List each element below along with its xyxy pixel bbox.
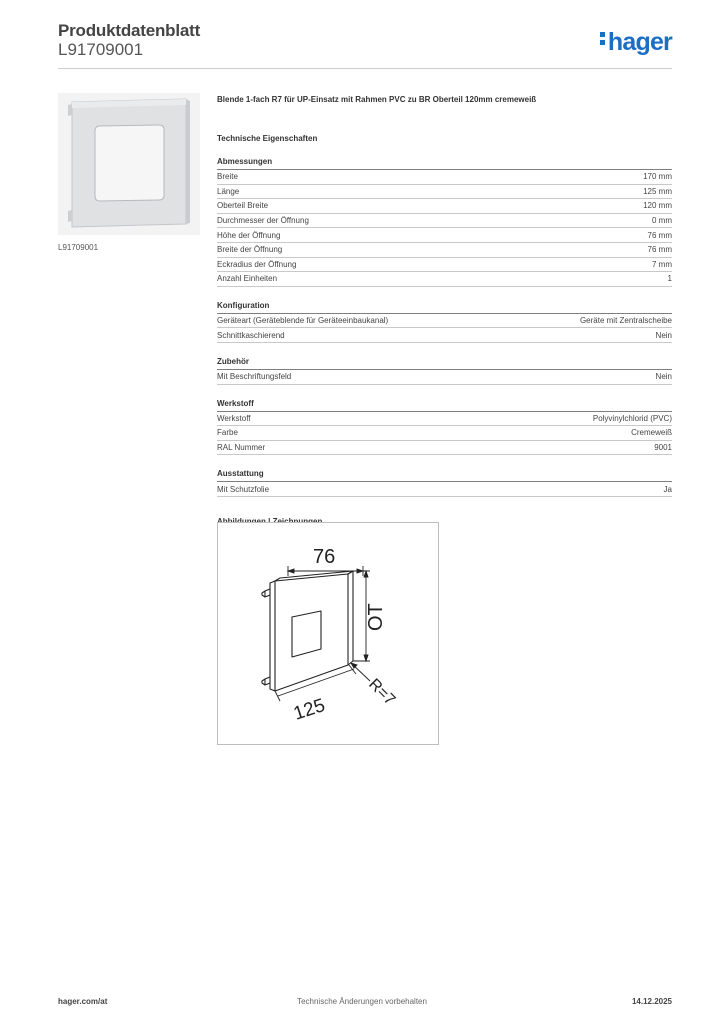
property-row	[217, 314, 672, 329]
property-value: 7 mm	[652, 259, 672, 269]
section-heading: Abmessungen	[217, 157, 672, 170]
property-value: 120 mm	[643, 201, 672, 211]
property-row	[217, 370, 672, 385]
property-value: Polyvinylchlorid (PVC)	[592, 413, 672, 423]
technical-properties-heading: Technische Eigenschaften	[217, 134, 318, 143]
product-photo	[58, 93, 200, 235]
property-label: Breite der Öffnung	[217, 245, 283, 255]
footer-notice: Technische Änderungen vorbehalten	[297, 997, 427, 1006]
product-description: Blende 1-fach R7 für UP-Einsatz mit Rahmen PVC zu BR Oberteil 120mm cremeweiß	[217, 95, 537, 104]
section-heading: Ausstattung	[217, 469, 672, 482]
property-value: 9001	[654, 443, 672, 453]
section-heading: Werkstoff	[217, 399, 672, 412]
property-row	[217, 426, 672, 441]
property-label: RAL Nummer	[217, 443, 266, 453]
property-label: Geräteart (Geräteblende für Geräteeinbaukanal)	[217, 316, 389, 326]
photo-caption: L91709001	[58, 243, 99, 252]
property-label: Höhe der Öffnung	[217, 230, 281, 240]
property-value: 0 mm	[652, 216, 672, 226]
property-row	[217, 272, 672, 287]
page-title: Produktdatenblatt	[58, 21, 201, 40]
section-heading: Zubehör	[217, 357, 672, 370]
property-label: Breite	[217, 172, 238, 182]
property-row	[217, 412, 672, 427]
dimension-bottom-label: 125	[291, 694, 328, 725]
property-row	[217, 243, 672, 258]
property-row	[217, 328, 672, 343]
property-row	[217, 228, 672, 243]
property-value: 125 mm	[643, 186, 672, 196]
dimension-side-label: OT	[365, 603, 387, 631]
property-value: Ja	[663, 484, 672, 494]
hager-logo	[600, 28, 672, 57]
property-row	[217, 199, 672, 214]
property-label: Werkstoff	[217, 413, 251, 423]
dimension-radius-label: R=7	[365, 675, 399, 709]
section-heading: Konfiguration	[217, 301, 672, 314]
property-label: Anzahl Einheiten	[217, 274, 278, 284]
section-dimensions	[217, 157, 672, 287]
property-label: Mit Beschriftungsfeld	[217, 372, 292, 382]
property-label: Schnittkaschierend	[217, 330, 285, 340]
footer-date: 14.12.2025	[631, 997, 672, 1006]
property-label: Farbe	[217, 428, 238, 438]
header-divider	[58, 68, 672, 69]
logo-dots-icon	[600, 29, 605, 48]
property-row	[217, 170, 672, 185]
property-row	[217, 258, 672, 273]
technical-drawing	[217, 522, 439, 745]
property-label: Länge	[217, 186, 240, 196]
property-value: 76 mm	[647, 230, 672, 240]
property-row	[217, 441, 672, 456]
property-row	[217, 185, 672, 200]
property-row	[217, 214, 672, 229]
dimension-top-label: 76	[313, 546, 336, 568]
article-number: L91709001	[58, 40, 144, 59]
property-label: Eckradius der Öffnung	[217, 259, 297, 269]
section-configuration	[217, 301, 672, 343]
property-value: Nein	[655, 372, 672, 382]
property-value: 170 mm	[643, 172, 672, 182]
property-value: Cremeweiß	[631, 428, 672, 438]
logo-text: hager	[607, 28, 672, 56]
property-row	[217, 482, 672, 497]
property-label: Mit Schutzfolie	[217, 484, 270, 494]
property-value: 76 mm	[647, 245, 672, 255]
property-value: 1	[667, 274, 672, 284]
footer-website: hager.com/at	[58, 997, 108, 1006]
section-accessories	[217, 357, 672, 385]
section-material	[217, 399, 672, 456]
property-value: Geräte mit Zentralscheibe	[579, 316, 672, 326]
property-value: Nein	[655, 330, 672, 340]
property-label: Durchmesser der Öffnung	[217, 216, 309, 226]
section-equipment	[217, 469, 672, 497]
property-label: Oberteil Breite	[217, 201, 269, 211]
main-content	[217, 95, 672, 526]
